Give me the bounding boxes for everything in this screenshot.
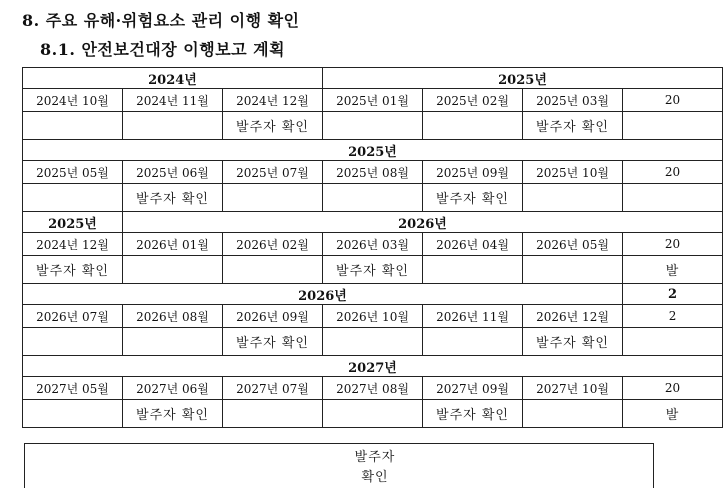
month-row: [23, 233, 723, 256]
confirmation-cell: [623, 112, 723, 140]
year-row: [23, 68, 723, 89]
month-cell: 2: [623, 305, 723, 328]
confirmation-cell: [323, 112, 423, 140]
confirmation-cell: 발주자 확인: [123, 400, 223, 428]
year-header-cell: 2026년: [23, 284, 623, 305]
month-cell: 2025년 10월: [523, 161, 623, 184]
confirmation-cell: [123, 256, 223, 284]
confirmation-row: [23, 256, 723, 284]
month-cell: 2024년 12월: [23, 233, 123, 256]
confirmation-cell: 발주자 확인: [123, 184, 223, 212]
month-cell: 2026년 11월: [423, 305, 523, 328]
year-header-cell: 2025년: [23, 140, 723, 161]
confirmation-row: [23, 328, 723, 356]
month-cell: 20: [623, 89, 723, 112]
month-cell: 2025년 07월: [223, 161, 323, 184]
confirmation-cell: 발주자 확인: [23, 256, 123, 284]
month-cell: 20: [623, 377, 723, 400]
confirmation-row: [23, 400, 723, 428]
confirmation-cell: [123, 112, 223, 140]
confirmation-cell: [323, 400, 423, 428]
month-cell: 2026년 03월: [323, 233, 423, 256]
month-cell: 2024년 12월: [223, 89, 323, 112]
report-plan-table: [22, 67, 723, 428]
month-cell: 2024년 10월: [23, 89, 123, 112]
confirmation-cell: [223, 184, 323, 212]
confirmation-cell: [23, 400, 123, 428]
confirmation-cell: [323, 328, 423, 356]
year-header-cell: 2025년: [323, 68, 723, 89]
month-cell: 20: [623, 161, 723, 184]
confirmation-cell: 발주자 확인: [323, 256, 423, 284]
confirmation-cell: [223, 256, 323, 284]
month-cell: 2025년 01월: [323, 89, 423, 112]
year-row: [23, 284, 723, 305]
month-cell: 2027년 10월: [523, 377, 623, 400]
confirmation-cell: 발: [623, 400, 723, 428]
month-cell: 2027년 08월: [323, 377, 423, 400]
month-cell: 2025년 06월: [123, 161, 223, 184]
confirmation-cell: [423, 328, 523, 356]
month-row: [23, 305, 723, 328]
confirmation-cell: [223, 400, 323, 428]
month-cell: 2026년 04월: [423, 233, 523, 256]
year-header-cell: 2027년: [23, 356, 723, 377]
year-row: [23, 356, 723, 377]
bottom-note-box: [24, 443, 654, 488]
month-cell: 2027년 07월: [223, 377, 323, 400]
confirmation-cell: 발주자 확인: [223, 328, 323, 356]
bottom-note-line2: 확인: [361, 470, 389, 485]
month-cell: 2026년 05월: [523, 233, 623, 256]
year-header-cell: 2: [623, 284, 723, 305]
confirmation-cell: [623, 328, 723, 356]
month-cell: 2025년 08월: [323, 161, 423, 184]
confirmation-cell: 발주자 확인: [423, 184, 523, 212]
confirmation-cell: [523, 184, 623, 212]
confirmation-cell: 발: [623, 256, 723, 284]
confirmation-cell: [523, 256, 623, 284]
month-cell: 2026년 09월: [223, 305, 323, 328]
month-cell: 2024년 11월: [123, 89, 223, 112]
confirmation-cell: [23, 184, 123, 212]
subsection-title: 8.1. 안전보건대장 이행보고 계획: [40, 40, 286, 59]
confirmation-cell: [323, 184, 423, 212]
section-title: 8. 주요 유해·위험요소 관리 이행 확인: [22, 11, 300, 30]
month-cell: 2025년 02월: [423, 89, 523, 112]
confirmation-cell: [423, 112, 523, 140]
confirmation-cell: [523, 400, 623, 428]
month-cell: 2027년 05월: [23, 377, 123, 400]
month-cell: 2025년 03월: [523, 89, 623, 112]
month-cell: 2027년 09월: [423, 377, 523, 400]
month-cell: 2027년 06월: [123, 377, 223, 400]
month-cell: 2026년 10월: [323, 305, 423, 328]
month-cell: 2025년 09월: [423, 161, 523, 184]
confirmation-row: [23, 112, 723, 140]
month-cell: 2026년 07월: [23, 305, 123, 328]
month-cell: 2026년 02월: [223, 233, 323, 256]
year-row: [23, 140, 723, 161]
confirmation-cell: [23, 112, 123, 140]
month-row: [23, 161, 723, 184]
bottom-note: [350, 448, 400, 488]
month-cell: 2025년 05월: [23, 161, 123, 184]
confirmation-cell: [23, 328, 123, 356]
year-row: [23, 212, 723, 233]
confirmation-cell: [423, 256, 523, 284]
confirmation-cell: 발주자 확인: [523, 328, 623, 356]
month-cell: 2026년 08월: [123, 305, 223, 328]
month-cell: 2026년 01월: [123, 233, 223, 256]
month-cell: 2026년 12월: [523, 305, 623, 328]
month-row: [23, 89, 723, 112]
year-header-cell: 2024년: [23, 68, 323, 89]
year-header-cell: 2025년: [23, 212, 123, 233]
bottom-note-line1: 발주자: [354, 450, 396, 465]
month-cell: 20: [623, 233, 723, 256]
month-row: [23, 377, 723, 400]
year-header-cell: 2026년: [123, 212, 723, 233]
confirmation-cell: 발주자 확인: [423, 400, 523, 428]
confirmation-cell: 발주자 확인: [523, 112, 623, 140]
confirmation-cell: [123, 328, 223, 356]
confirmation-row: [23, 184, 723, 212]
confirmation-cell: [623, 184, 723, 212]
confirmation-cell: 발주자 확인: [223, 112, 323, 140]
